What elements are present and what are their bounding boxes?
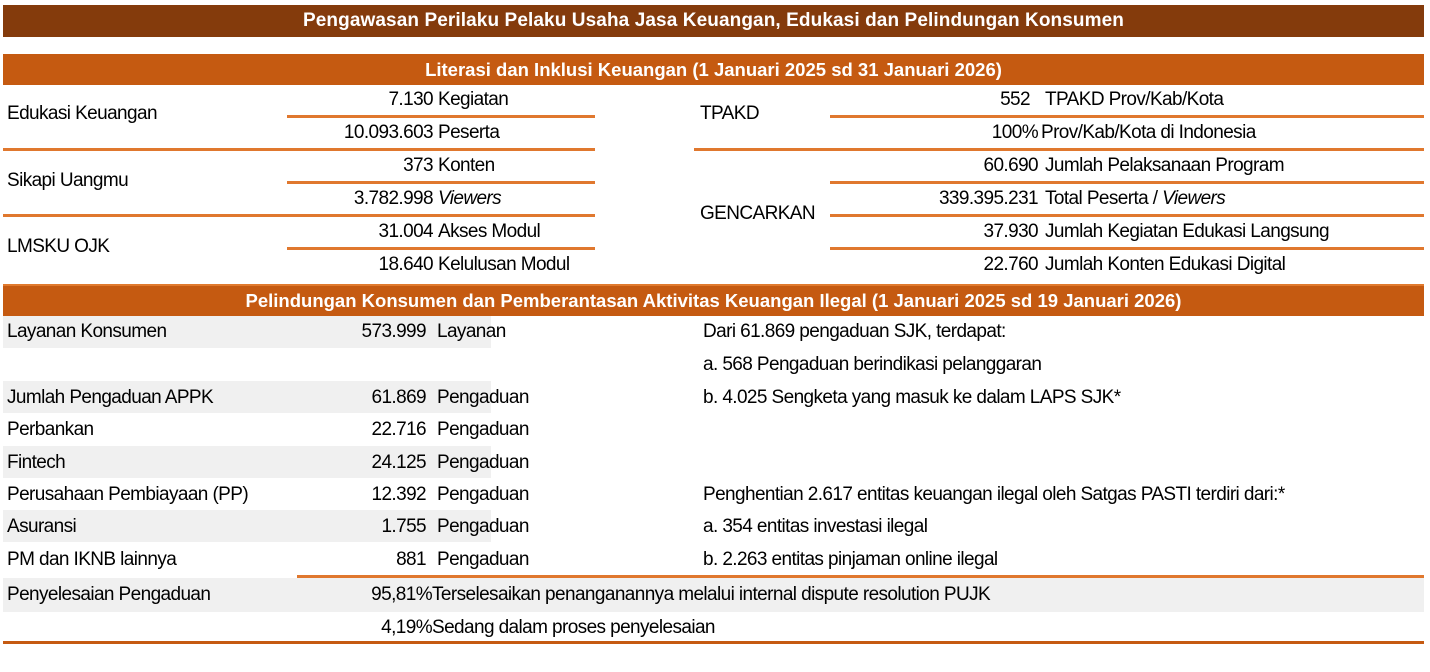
label-sikapi-uangmu: Sikapi Uangmu [7, 170, 129, 191]
label-gencarkan: GENCARKAN [700, 203, 815, 224]
label-pm-iknb: PM dan IKNB lainnya [7, 549, 177, 570]
label-penyelesaian-pengaduan: Penyelesaian Pengaduan [7, 584, 211, 605]
unit-total-peserta-text: Total Peserta / [1045, 188, 1163, 209]
literasi-header: Literasi dan Inklusi Keuangan (1 Januari 2025 sd 31 Januari 2026) [425, 58, 1002, 80]
unit-layanan-konsumen: Layanan [437, 321, 506, 342]
label-edukasi-keuangan: Edukasi Keuangan [7, 103, 157, 124]
unit-prov-kab-kota: Prov/Kab/Kota di Indonesia [1041, 122, 1256, 143]
divider [830, 181, 1424, 184]
divider [830, 214, 1424, 217]
note-sjk-intro: Dari 61.869 pengaduan SJK, terdapat: [703, 321, 1006, 342]
value-viewers: 3.782.998 [353, 188, 433, 209]
divider [830, 115, 1424, 118]
value-prov-kab-kota: 100% [991, 122, 1038, 143]
value-kelulusan-modul: 18.640 [378, 254, 433, 275]
unit-perusahaan-pembiayaan: Pengaduan [437, 484, 529, 505]
label-jumlah-pengaduan-appk: Jumlah Pengaduan APPK [7, 387, 214, 408]
bottom-border [3, 641, 1424, 644]
note-pasti-a: a. 354 entitas investasi ilegal [703, 516, 928, 537]
value-konten-edukasi-digital: 22.760 [983, 254, 1038, 275]
label-lmsku-ojk: LMSKU OJK [7, 236, 110, 257]
value-dalam-proses: 4,19% [381, 617, 432, 638]
unit-kegiatan: Kegiatan [438, 89, 509, 110]
value-perusahaan-pembiayaan: 12.392 [371, 484, 426, 505]
value-layanan-konsumen: 573.999 [361, 321, 426, 342]
note-pasti-intro: Penghentian 2.617 entitas keuangan ilegal oleh Satgas PASTI terdiri dari:* [703, 484, 1285, 505]
value-konten: 373 [403, 155, 433, 176]
unit-konten-edukasi-digital: Jumlah Konten Edukasi Digital [1045, 254, 1286, 275]
divider [287, 181, 595, 184]
main-title-banner [3, 5, 1424, 37]
unit-kelulusan-modul: Kelulusan Modul [438, 254, 570, 275]
text-dalam-proses: Sedang dalam proses penyelesaian [432, 617, 715, 638]
value-peserta: 10.093.603 [343, 122, 433, 143]
value-pelaksanaan-program: 60.690 [983, 155, 1038, 176]
pelindungan-header-banner [3, 284, 1424, 316]
unit-pm-iknb: Pengaduan [437, 549, 529, 570]
unit-fintech: Pengaduan [437, 452, 529, 473]
divider [297, 575, 1424, 578]
value-tpakd: 552 [1000, 89, 1030, 110]
unit-jumlah-pengaduan-appk: Pengaduan [437, 387, 529, 408]
unit-akses-modul: Akses Modul [438, 221, 541, 242]
value-pm-iknb: 881 [396, 549, 426, 570]
divider [287, 247, 595, 250]
value-asuransi: 1.755 [381, 516, 426, 537]
value-perbankan: 22.716 [371, 419, 426, 440]
main-title: Pengawasan Perilaku Pelaku Usaha Jasa Keuangan, Edukasi dan Pelindungan Konsumen [302, 10, 1125, 31]
unit-kegiatan-edukasi-langsung: Jumlah Kegiatan Edukasi Langsung [1045, 221, 1329, 242]
label-asuransi: Asuransi [7, 516, 77, 537]
value-kegiatan: 7.130 [388, 89, 433, 110]
unit-tpakd: TPAKD Prov/Kab/Kota [1045, 89, 1224, 110]
divider [830, 247, 1424, 250]
pelindungan-header: Pelindungan Konsumen dan Pemberantasan Aktivitas Keuangan Ilegal (1 Januari 2025 sd 19 Januari 2026) [245, 290, 1182, 311]
unit-total-peserta-italic: Viewers [1162, 188, 1226, 209]
note-pasti-b: b. 2.263 entitas pinjaman online ilegal [703, 549, 998, 570]
unit-asuransi: Pengaduan [437, 516, 529, 537]
label-tpakd: TPAKD [700, 103, 759, 124]
unit-peserta: Peserta [438, 122, 500, 143]
divider [3, 214, 595, 217]
unit-total-peserta [1045, 188, 1225, 210]
divider [287, 115, 595, 118]
value-kegiatan-edukasi-langsung: 37.930 [983, 221, 1038, 242]
value-fintech: 24.125 [371, 452, 426, 473]
label-perbankan: Perbankan [7, 419, 94, 440]
divider [694, 148, 1424, 151]
unit-konten: Konten [438, 155, 495, 176]
note-sjk-b: b. 4.025 Sengketa yang masuk ke dalam LAPS SJK* [703, 387, 1121, 408]
label-fintech: Fintech [7, 452, 66, 473]
divider [3, 148, 595, 151]
label-layanan-konsumen: Layanan Konsumen [7, 321, 167, 342]
text-terselesaikan: Terselesaikan penanganannya melalui internal dispute resolution PUJK [432, 584, 991, 605]
unit-viewers: Viewers [438, 188, 502, 209]
unit-perbankan: Pengaduan [437, 419, 529, 440]
value-jumlah-pengaduan-appk: 61.869 [371, 387, 426, 408]
unit-pelaksanaan-program: Jumlah Pelaksanaan Program [1045, 155, 1284, 176]
value-terselesaikan: 95,81% [371, 584, 432, 605]
label-perusahaan-pembiayaan: Perusahaan Pembiayaan (PP) [7, 484, 249, 505]
value-total-peserta: 339.395.231 [938, 188, 1038, 209]
literasi-header-banner [3, 54, 1424, 85]
note-sjk-a: a. 568 Pengaduan berindikasi pelanggaran [703, 354, 1042, 375]
value-akses-modul: 31.004 [378, 221, 433, 242]
